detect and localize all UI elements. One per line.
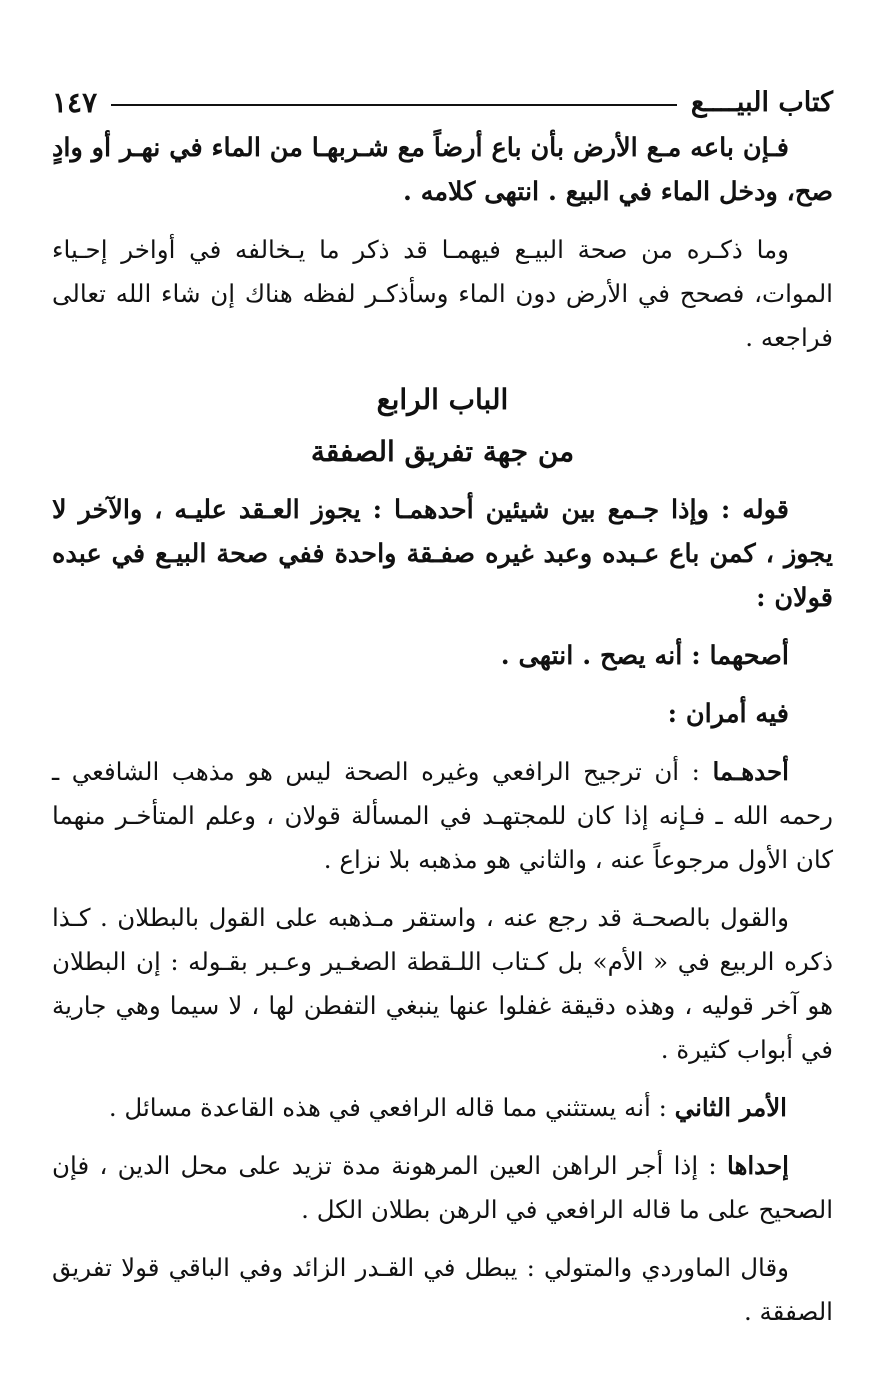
term-second-matter: الأمر الثاني — [674, 1093, 787, 1122]
page-body — [52, 126, 833, 1334]
running-header — [52, 82, 833, 122]
chapter-title: كتاب البيــــع — [690, 86, 833, 118]
paragraph-9-text: : إذا أجر الراهن العين المرهونة مدة تزيد على محل الدين ، فإن الصحيح على ما قاله الرافعي في الرهن بطلان الكل . — [52, 1151, 833, 1224]
paragraph-1: فـإن باعه مـع الأرض بأن باع أرضاً مع شـربهـا من الماء في نهـر أو وادٍ صح، ودخل الماء في البيع . انتهى كلامه . — [52, 133, 833, 207]
paragraph-8-text: : أنه يستثني مما قاله الرافعي في هذه القاعدة مسائل . — [108, 1093, 675, 1122]
paragraph-7: والقول بالصحـة قد رجع عنه ، واستقر مـذهبه على القول بالبطلان . كـذا ذكره الربيع في « الأم» بل كـتاب اللـقطة الصغـير وعـبر بقـوله : إن البطلان هو آخر قوليه ، وهذه دقيقة غفلوا عنها ينبغي التفطن لها ، لا سيما وهي جارية في أبواب كثيرة . — [52, 903, 833, 1064]
section-heading: الباب الرابع — [376, 383, 509, 416]
paragraph-3: قوله : وإذا جـمع بين شيئين أحدهمـا : يجوز العـقد عليـه ، والآخر لا يجوز ، كمن باع عـبده وعبد غيره صفـقة واحدة ففي صحة البيـع في عبده قولان : — [52, 495, 833, 613]
section-subheading: من جهة تفريق الصفقة — [310, 435, 575, 468]
term-first: أحدهـما — [712, 757, 789, 786]
paragraph-5: فيه أمران : — [667, 699, 789, 729]
paragraph-10: وقال الماوردي والمتولي : يبطل في القـدر الزائد وفي الباقي قولا تفريق الصفقة . — [52, 1253, 833, 1326]
paragraph-6 — [52, 750, 833, 882]
paragraph-6-text: : أن ترجيح الرافعي وغيره الصحة ليس هو مذهب الشافعي ـ رحمه الله ـ فـإنه إذا كان للمجتهـد في المسألة قولان ، وعلم المتأخـر منهما كان الأول مرجوعاً عنه ، والثاني هو مذهبه بلا نزاع . — [52, 757, 833, 874]
paragraph-4: أصحهما : أنه يصح . انتهى . — [500, 641, 789, 671]
paragraph-9 — [52, 1144, 833, 1232]
paragraph-2: وما ذكـره من صحة البيـع فيهمـا قد ذكر ما يـخالفه في أواخر إحـياء الموات، فصحح في الأرض دون الماء وسأذكـر لفظه هناك إن شاء الله تعالى فراجعه . — [52, 235, 833, 352]
page-number: ١٤٧ — [52, 85, 98, 119]
term-one-of-them: إحداها — [726, 1151, 789, 1180]
paragraph-8 — [52, 1086, 833, 1130]
header-rule — [111, 104, 677, 106]
